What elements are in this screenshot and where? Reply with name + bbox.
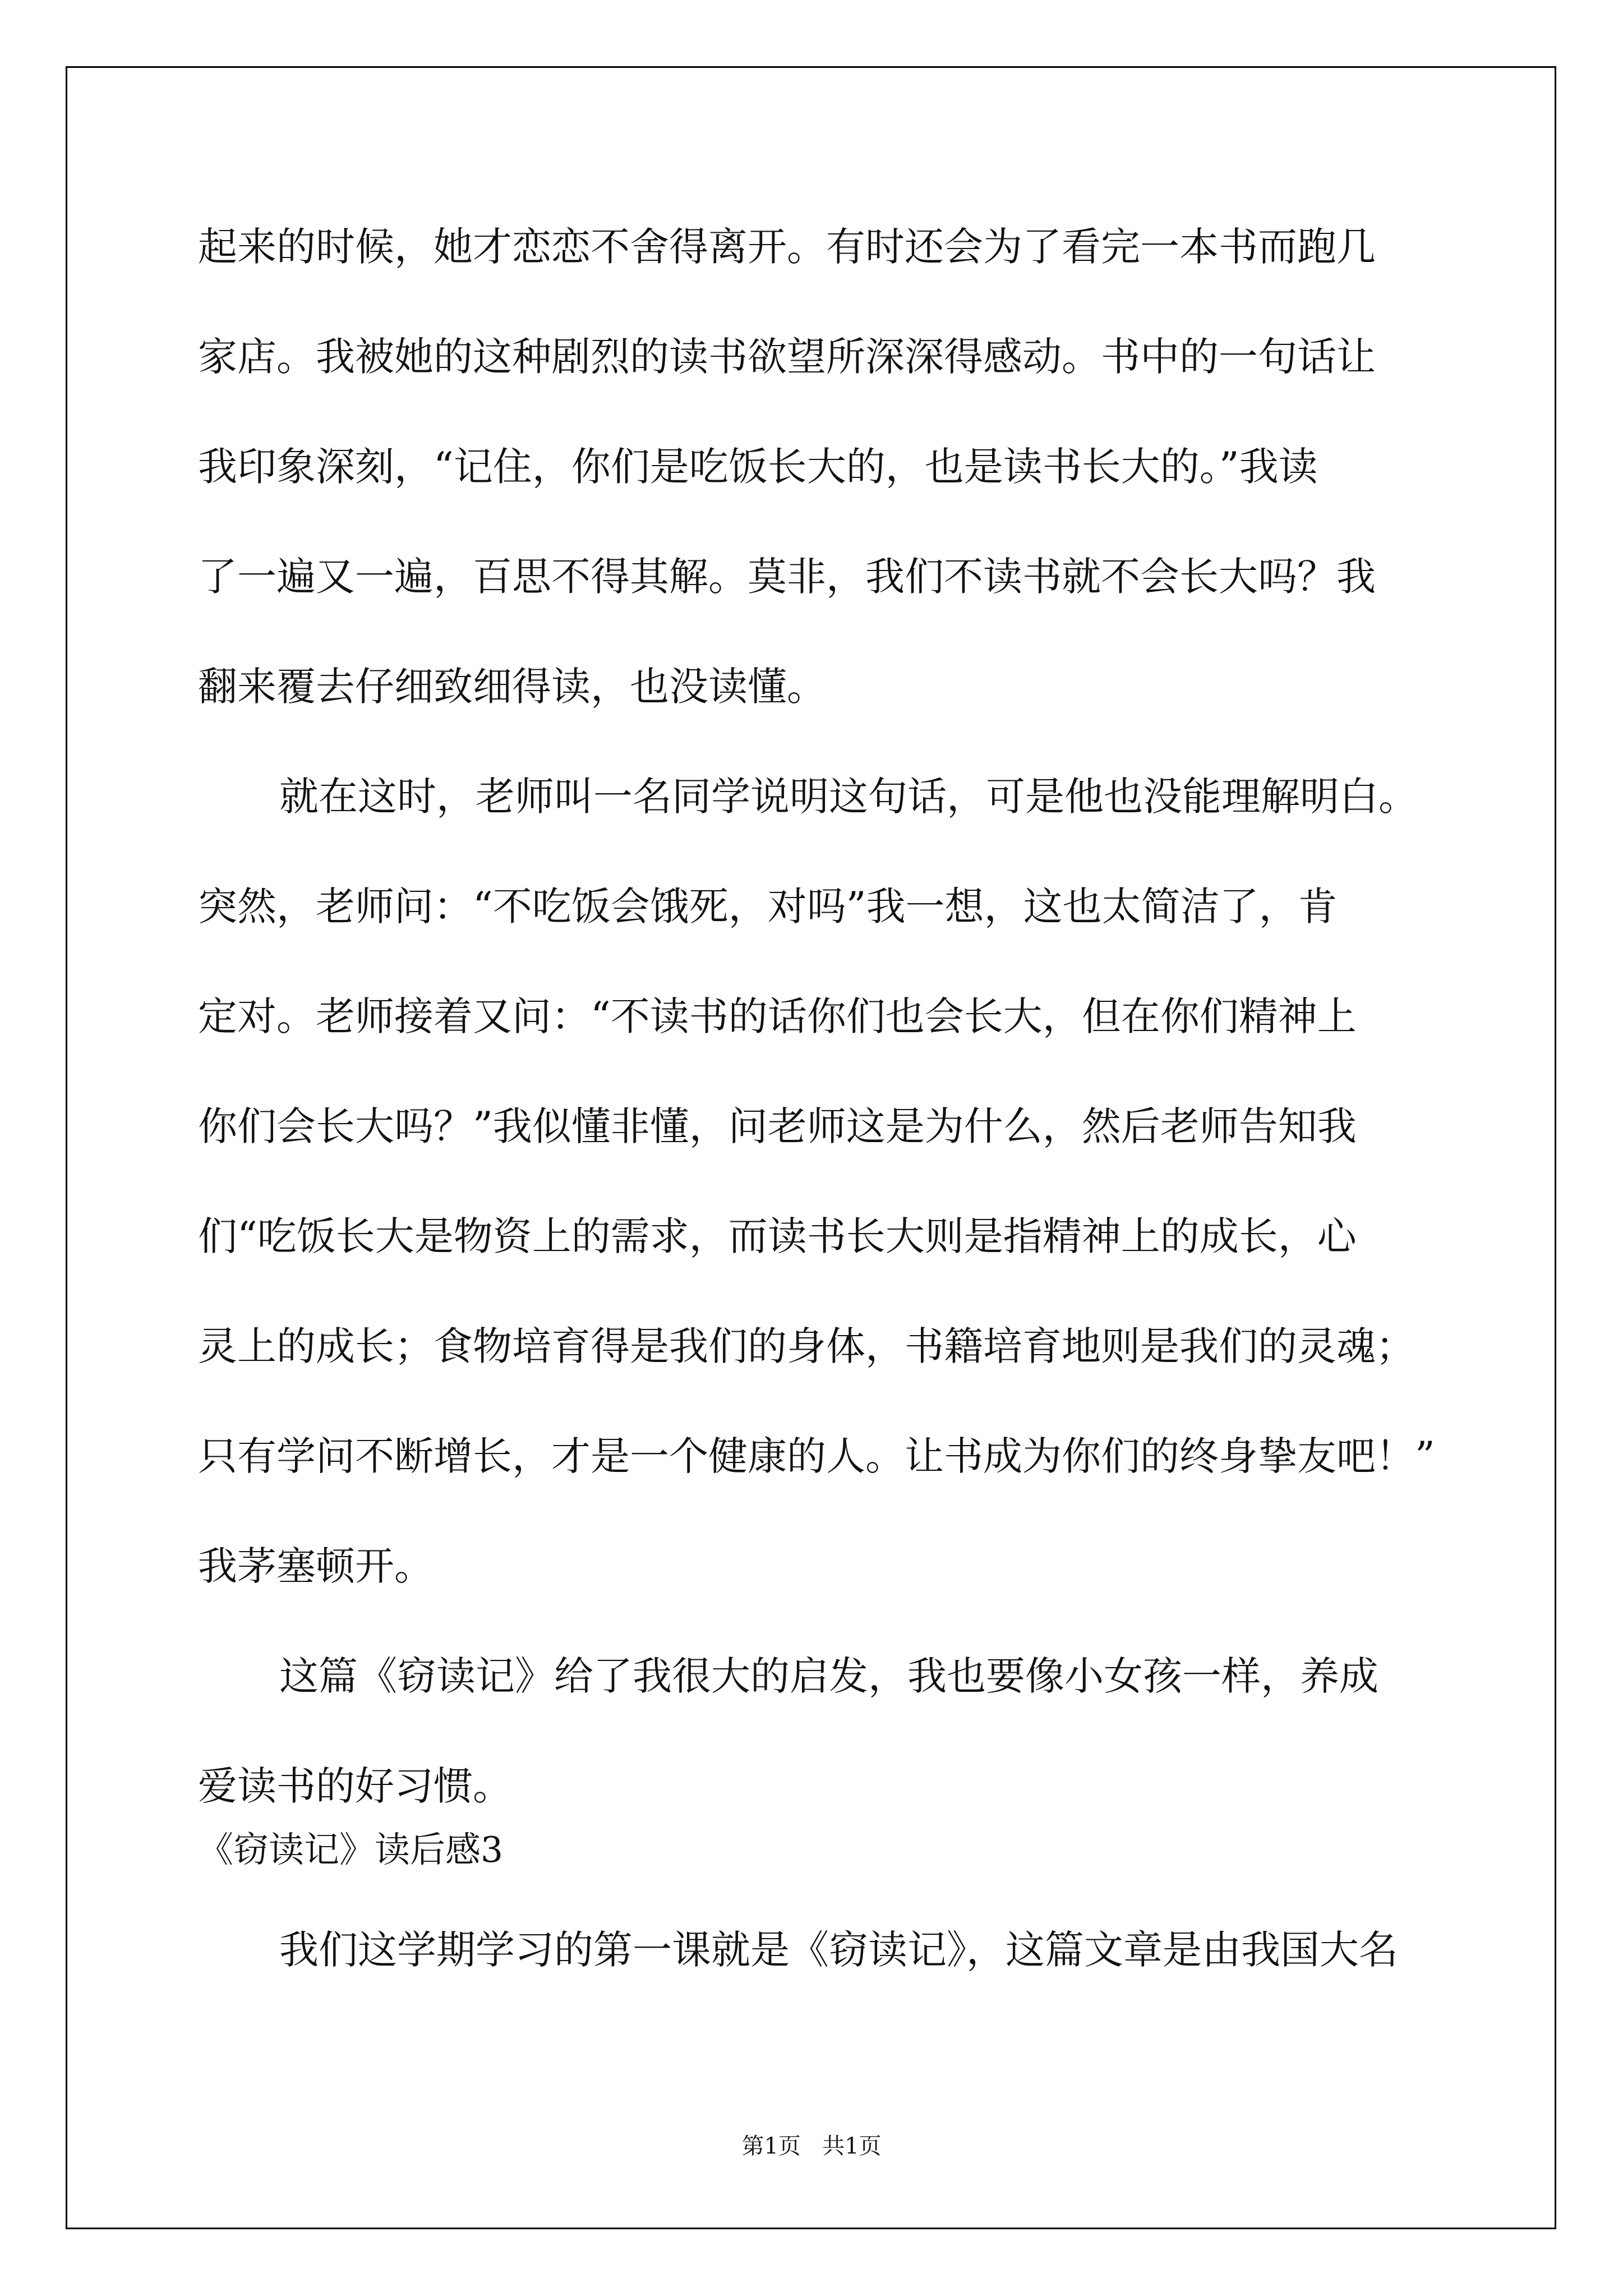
paragraph-start-line: 我们这学期学习的第一课就是《窃读记》，这篇文章是由我国大名 xyxy=(279,1927,1398,1973)
text-line: 突然，老师问：“不吃饭会饿死，对吗”我一想，这也太简洁了，肯 xyxy=(198,884,1338,930)
section-heading: 《窃读记》读后感3 xyxy=(198,1829,504,1870)
text-line: 定对。老师接着又问：“不读书的话你们也会长大，但在你们精神上 xyxy=(198,993,1357,1039)
text-line: 你们会长大吗？”我似懂非懂，问老师这是为什么，然后老师告知我 xyxy=(198,1103,1357,1149)
text-line: 灵上的成长；食物培育得是我们的身体，书籍培育地则是我们的灵魂； xyxy=(198,1323,1415,1369)
text-line: 们“吃饭长大是物资上的需求，而读书长大则是指精神上的成长，心 xyxy=(198,1213,1357,1259)
text-line: 我印象深刻，“记住，你们是吃饭长大的，也是读书长大的。”我读 xyxy=(198,444,1318,490)
text-line: 起来的时候，她才恋恋不舍得离开。有时还会为了看完一本书而跑几 xyxy=(198,224,1376,270)
paragraph-start-line: 这篇《窃读记》给了我很大的启发，我也要像小女孩一样，养成 xyxy=(279,1653,1378,1699)
page-number: 第1页 xyxy=(741,2133,801,2159)
text-line: 我茅塞顿开。 xyxy=(198,1543,434,1589)
text-line: 了一遍又一遍，百思不得其解。莫非，我们不读书就不会长大吗？我 xyxy=(198,554,1376,600)
page-total: 共1页 xyxy=(822,2133,882,2159)
text-line: 家店。我被她的这种剧烈的读书欲望所深深得感动。书中的一句话让 xyxy=(198,334,1376,380)
text-line: 爱读书的好习惯。 xyxy=(198,1763,512,1809)
page-footer xyxy=(0,2131,1623,2162)
paragraph-start-line: 就在这时，老师叫一名同学说明这句话，可是他也没能理解明白。 xyxy=(279,774,1418,820)
text-line: 只有学问不断增长，才是一个健康的人。让书成为你们的终身挚友吧！” xyxy=(198,1433,1435,1479)
text-line: 翻来覆去仔细致细得读，也没读懂。 xyxy=(198,664,826,710)
